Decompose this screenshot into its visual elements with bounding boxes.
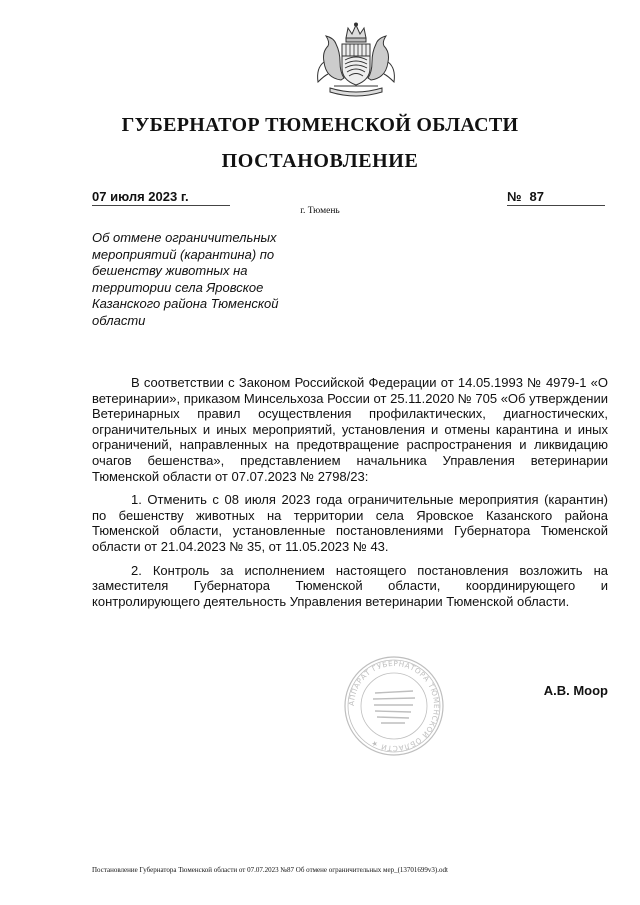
document-subject: Об отмене ограничительных мероприятий (карантина) по бешенству животных на территории села Яровское Казанского района Тюменской области: [92, 230, 279, 328]
document-date: 07 июля 2023 г.: [92, 189, 230, 206]
clause-1-paragraph: 1. Отменить с 08 июля 2023 года ограничительные мероприятия (карантин) по бешенству животных на территории села Яровское Казанского района Тюменской области, установленные постановлениями Губернатора Тюменской области от 21.04.2023 № 35, от 11.05.2023 № 43.: [92, 492, 608, 554]
clause-2-paragraph: 2. Контроль за исполнением настоящего постановления возложить на заместителя Губернатора Тюменской области, координирующего и контролирующего деятельность Управления ветеринарии Тюменской области.: [92, 562, 608, 609]
official-seal-stamp: [343, 655, 445, 757]
svg-text:АППАРАТ ГУБЕРНАТОРА ТЮМЕНСКОЙ: АППАРАТ ГУБЕРНАТОРА ТЮМЕНСКОЙ ОБЛАСТИ ★: [346, 658, 442, 754]
signatory-name: А.В. Моор: [543, 683, 608, 698]
file-footer: Постановление Губернатора Тюменской области от 07.07.2023 №87 Об отмене ограничительных мер_(13701699v3).odt: [92, 866, 448, 874]
coat-of-arms-icon: [312, 22, 400, 98]
document-number-field: [507, 189, 605, 206]
document-body: [92, 375, 608, 617]
document-type: ПОСТАНОВЛЕНИЕ: [221, 150, 419, 172]
document-city: г. Тюмень: [300, 206, 340, 216]
preamble-paragraph: В соответствии с Законом Российской Федерации от 14.05.1993 № 4979-1 «О ветеринарии», приказом Минсельхоза России от 25.11.2020 № 705 «Об утверждении Ветеринарных правил осуществления профилактических, диагностических, ограничительных и иных мероприятий, установления и отмены карантина и иных ограничений, направленных на предотвращение распространения и ликвидацию очагов бешенства», представлением начальника Управления ветеринарии Тюменской области от 07.07.2023 № 2798/23:: [92, 375, 608, 484]
org-title: ГУБЕРНАТОР ТЮМЕНСКОЙ ОБЛАСТИ: [121, 114, 519, 136]
document-number: 87: [529, 189, 544, 204]
number-sign: №: [507, 189, 522, 204]
